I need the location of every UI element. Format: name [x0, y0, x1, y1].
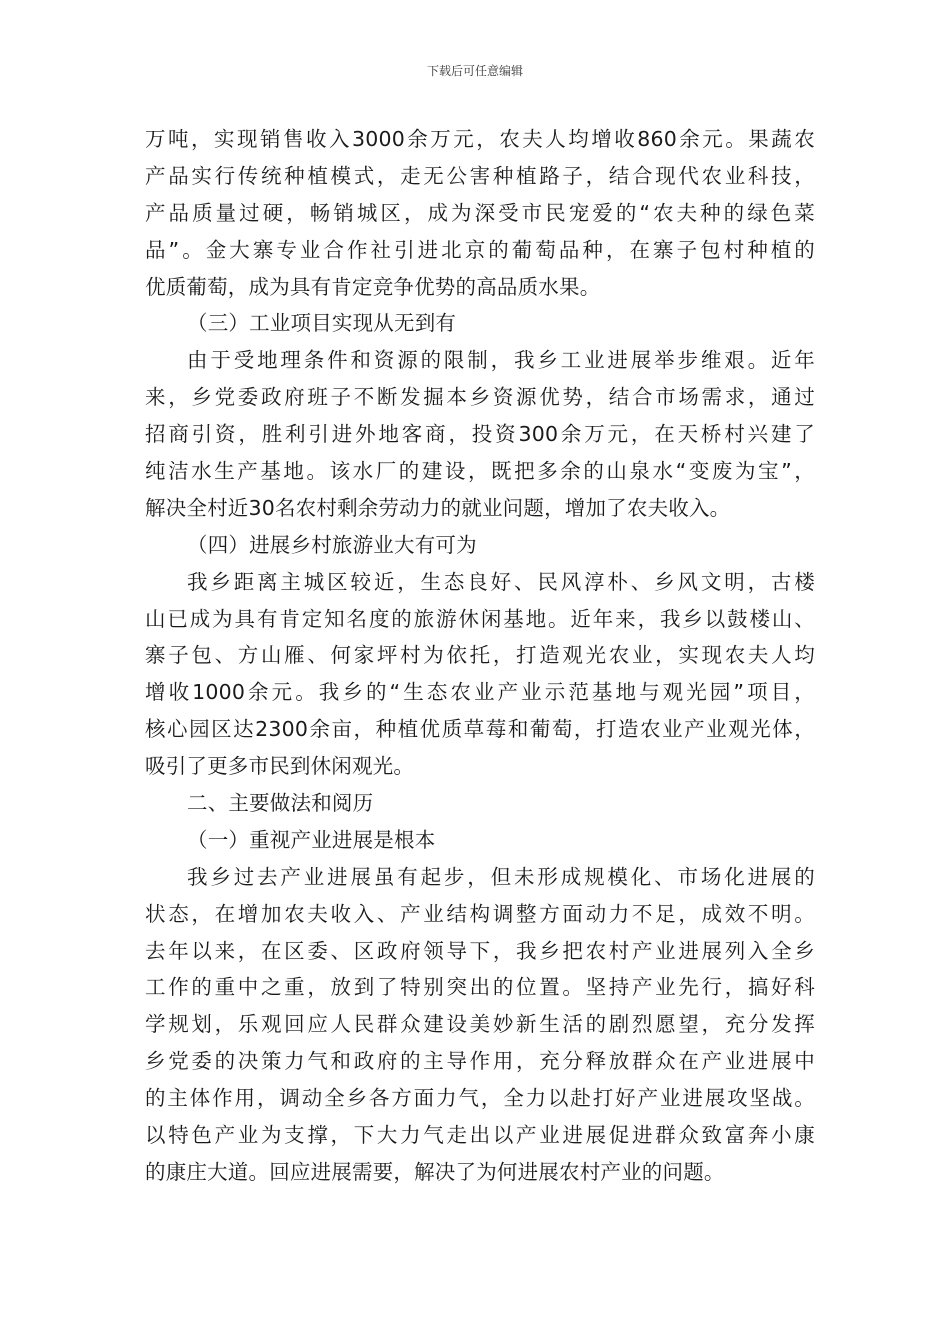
text-line: （一）重视产业进展是根本 — [187, 827, 436, 852]
text-line: 核心园区达2300余亩，种植优质草莓和葡萄，打造农业产业观光体， — [145, 717, 815, 742]
text-line: 解决全村近30名农村剩余劳动力的就业问题，增加了农夫收入。 — [145, 495, 731, 520]
text-line: 去年以来，在区委、区政府领导下，我乡把农村产业进展列入全乡 — [145, 938, 815, 963]
text-line: 优质葡萄，成为具有肯定竞争优势的高品质水果。 — [145, 274, 601, 299]
text-line: 山已成为具有肯定知名度的旅游休闲基地。近年来，我乡以鼓楼山、 — [145, 606, 815, 631]
text-line: 产品质量过硬，畅销城区，成为深受市民宠爱的“农夫种的绿色菜 — [145, 200, 815, 225]
text-line: 产品实行传统种植模式，走无公害种植路子，结合现代农业科技， — [145, 163, 815, 188]
text-line: 来，乡党委政府班子不断发掘本乡资源优势，结合市场需求，通过 — [145, 385, 815, 410]
text-line: 以特色产业为支撑，下大力气走出以产业进展促进群众致富奔小康 — [145, 1123, 815, 1148]
text-line: 吸引了更多市民到休闲观光。 — [145, 754, 415, 779]
text-line: 学规划，乐观回应人民群众建设美妙新生活的剧烈愿望，充分发挥 — [145, 1012, 815, 1037]
text-line: 二、主要做法和阅历 — [187, 791, 374, 816]
text-line: 万吨，实现销售收入3000余万元，农夫人均增收860余元。果蔬农 — [145, 127, 815, 151]
text-line: 我乡过去产业进展虽有起步，但未形成规模化、市场化进展的 — [187, 864, 815, 889]
text-line: 状态，在增加农夫收入、产业结构调整方面动力不足，成效不明。 — [145, 901, 815, 926]
text-line: 品”。金大寨专业合作社引进北京的葡萄品种，在寨子包村种植的 — [145, 237, 815, 262]
text-line: 由于受地理条件和资源的限制，我乡工业进展举步维艰。近年 — [187, 348, 815, 373]
text-line: （四）进展乡村旅游业大有可为 — [187, 532, 477, 557]
text-line: 增收1000余元。我乡的“生态农业产业示范基地与观光园”项目， — [145, 680, 815, 705]
text-line: （三）工业项目实现从无到有 — [187, 311, 457, 336]
text-line: 招商引资，胜利引进外地客商，投资300余万元，在天桥村兴建了 — [145, 422, 815, 447]
page-header: 下载后可任意编辑 — [426, 64, 523, 78]
text-line: 的主体作用，调动全乡各方面力气，全力以赴打好产业进展攻坚战。 — [145, 1086, 815, 1111]
text-line: 乡党委的决策力气和政府的主导作用，充分释放群众在产业进展中 — [145, 1049, 815, 1074]
text-line: 工作的重中之重，放到了特别突出的位置。坚持产业先行，搞好科 — [145, 975, 815, 1000]
text-line: 的康庄大道。回应进展需要，解决了为何进展农村产业的问题。 — [145, 1159, 725, 1184]
text-line: 寨子包、方山雁、何家坪村为依托，打造观光农业，实现农夫人均 — [145, 643, 815, 668]
text-line: 我乡距离主城区较近，生态良好、民风淳朴、乡风文明，古楼 — [187, 569, 815, 594]
document-body — [145, 121, 815, 1191]
text-line: 纯洁水生产基地。该水厂的建设，既把多余的山泉水“变废为宝”， — [145, 459, 815, 484]
